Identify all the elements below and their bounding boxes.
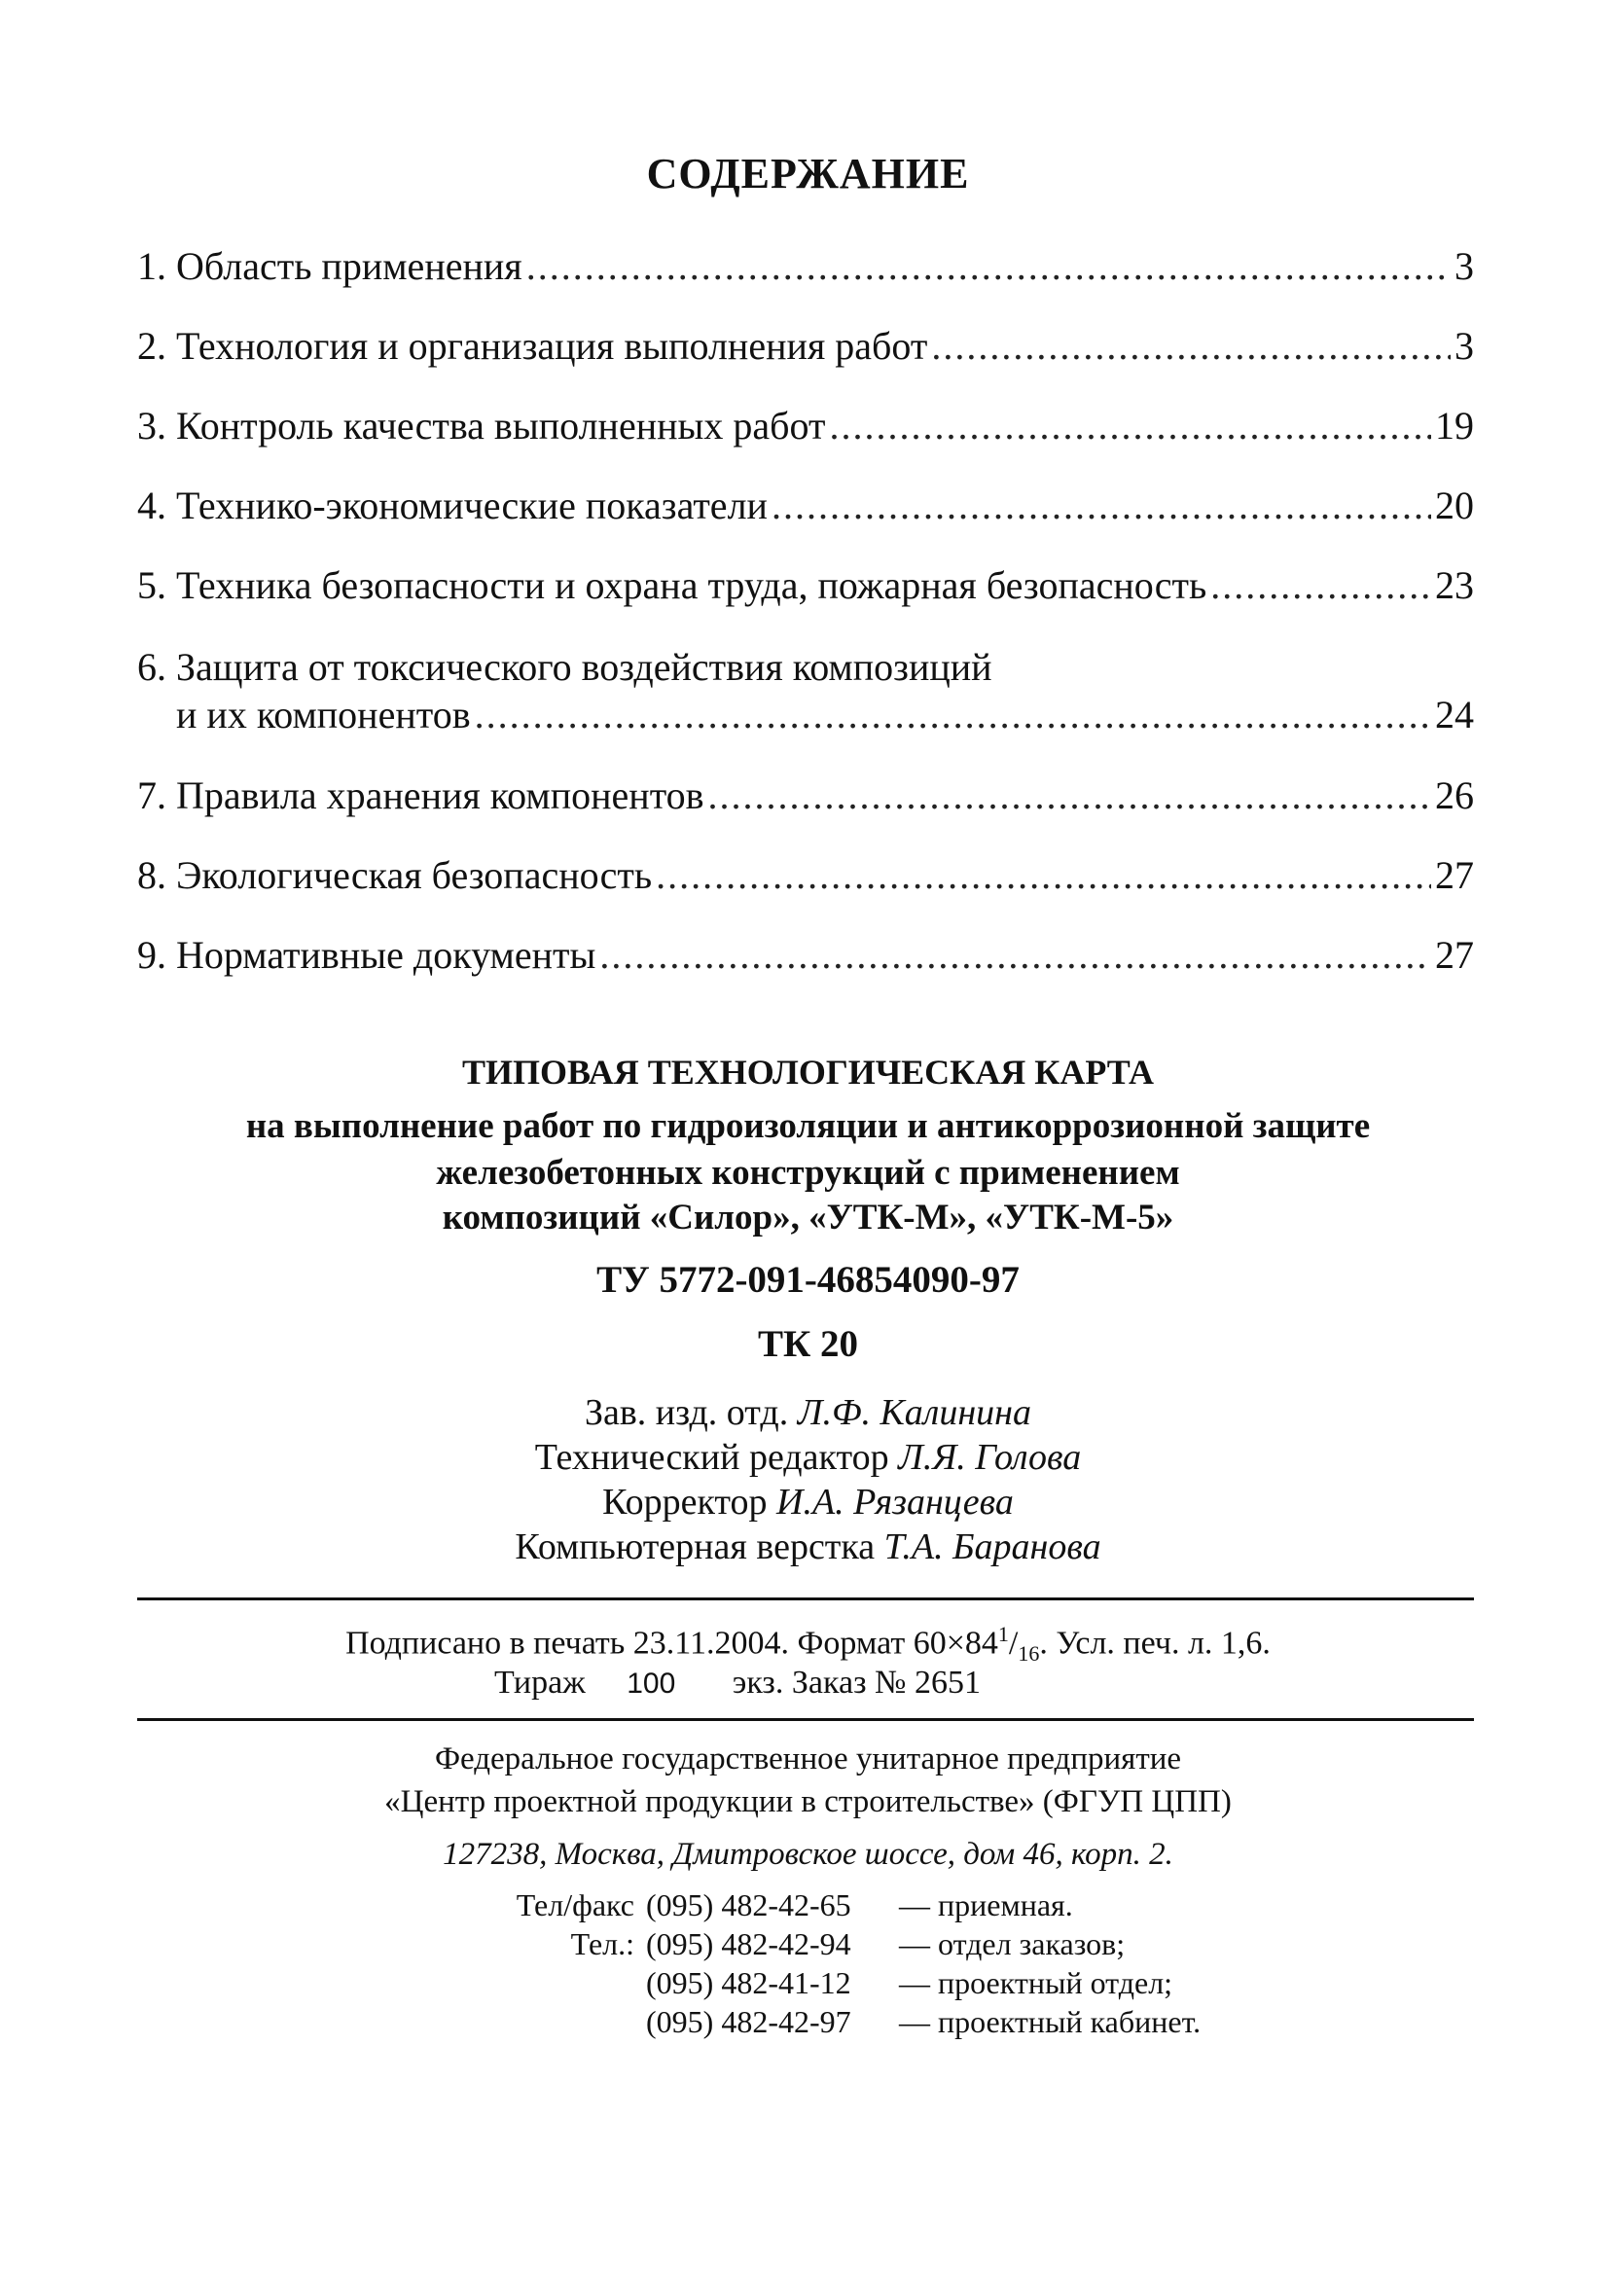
credit-line — [0, 1479, 1616, 1525]
card-subtitle-line3: композиций «Силор», «УТК-М», «УТК-М-5» — [442, 1198, 1174, 1238]
card-tk: ТК 20 — [757, 1323, 859, 1365]
toc-item — [137, 483, 1474, 529]
credit-role: Корректор — [602, 1482, 768, 1523]
toc-item-text: 3. Контроль качества выполненных работ — [137, 404, 826, 448]
toc-item-page: 27 — [1435, 853, 1474, 897]
imprint-run — [494, 1662, 981, 1705]
phone-number: (095) 482-42-97 — [646, 2004, 851, 2039]
credit-name: Л.Ф. Калинина — [797, 1392, 1032, 1433]
toc-item-page: 20 — [1435, 484, 1474, 527]
format-fraction-denominator: 16 — [1018, 1641, 1040, 1667]
credit-role: Зав. изд. отд. — [584, 1392, 789, 1433]
toc-item-page: 27 — [1435, 933, 1474, 977]
credit-name: Т.А. Баранова — [883, 1526, 1101, 1567]
toc-item-page: 26 — [1435, 773, 1474, 817]
toc-leader-dots — [1210, 562, 1431, 609]
credit-name: И.А. Рязанцева — [776, 1482, 1014, 1523]
toc-item — [176, 692, 1474, 738]
phone-description: — отдел заказов; — [899, 1926, 1126, 1961]
credit-line — [0, 1524, 1616, 1570]
toc-item — [137, 403, 1474, 449]
toc-item-text-continued: и их компонентов — [176, 693, 471, 736]
phone-label: Тел.: — [570, 1926, 634, 1961]
phone-description: — приемная. — [899, 1887, 1073, 1922]
toc-leader-dots — [931, 323, 1451, 370]
imprint-signed-tail: . Усл. печ. л. 1,6. — [1039, 1625, 1271, 1662]
toc-item-text: 6. Защита от токсического воздействия композиций — [137, 645, 992, 689]
publisher-address: 127238, Москва, Дмитровское шоссе, дом 46, корп. 2. — [443, 1837, 1173, 1872]
toc-item — [137, 323, 1474, 370]
toc-item — [137, 852, 1474, 899]
toc-item-text: 8. Экологическая безопасность — [137, 853, 653, 897]
toc-item-text: 9. Нормативные документы — [137, 933, 596, 977]
credit-line — [0, 1434, 1616, 1481]
card-subtitle-line1: на выполнение работ по гидроизоляции и антикоррозионной защите — [245, 1106, 1371, 1146]
phone-number: (095) 482-42-94 — [646, 1926, 851, 1961]
credit-name: Л.Я. Голова — [898, 1437, 1082, 1478]
toc-leader-dots — [829, 403, 1431, 449]
toc-leader-dots — [656, 852, 1431, 899]
toc-item-page: 3 — [1454, 244, 1474, 288]
toc-item — [137, 772, 1474, 819]
toc-item-text: 7. Правила хранения компонентов — [137, 773, 704, 817]
run-value: 100 — [627, 1668, 676, 1700]
phone-description: — проектный кабинет. — [899, 2004, 1202, 2039]
phone-description: — проектный отдел; — [899, 1965, 1173, 2000]
toc-leader-dots — [526, 243, 1451, 290]
toc-item-text: 5. Техника безопасности и охрана труда, пожарная безопасность — [137, 563, 1207, 607]
toc-title: СОДЕРЖАНИЕ — [646, 150, 970, 197]
divider — [137, 1718, 1474, 1721]
toc-item-page: 19 — [1435, 404, 1474, 448]
toc-item-text: 2. Технология и организация выполнения работ — [137, 324, 928, 368]
toc-leader-dots — [599, 932, 1431, 979]
toc-item-text: 4. Технико-экономические показатели — [137, 484, 768, 527]
credit-line — [0, 1389, 1616, 1436]
card-tu: ТУ 5772-091-46854090-97 — [596, 1259, 1020, 1301]
format-fraction-numerator: 1 — [997, 1622, 1009, 1646]
phone-label: Тел/факс — [516, 1887, 634, 1922]
toc-leader-dots — [772, 483, 1431, 529]
imprint-signed: Подписано в печать 23.11.2004. Формат $60\times 84^1/_{16}$. Усл. печ. л. 1,6. — [345, 1622, 1271, 1667]
phone-number: (095) 482-41-12 — [646, 1965, 851, 2000]
phone-number: (095) 482-42-65 — [646, 1887, 851, 1922]
card-title: ТИПОВАЯ ТЕХНОЛОГИЧЕСКАЯ КАРТА — [462, 1053, 1154, 1092]
toc-item-page: 24 — [1435, 693, 1474, 736]
toc-leader-dots — [475, 692, 1431, 738]
toc-item-page: 3 — [1454, 324, 1474, 368]
run-label: Тираж — [494, 1665, 586, 1701]
credit-role: Компьютерная верстка — [515, 1526, 876, 1567]
toc-item — [137, 562, 1474, 609]
toc-item-page: 23 — [1435, 563, 1474, 607]
toc-item — [137, 932, 1474, 979]
toc-item — [137, 243, 1474, 290]
order-number: экз. Заказ № 2651 — [732, 1665, 981, 1701]
toc-item-text: 1. Область применения — [137, 244, 522, 288]
credit-role: Технический редактор — [534, 1437, 889, 1478]
publisher-line2: «Центр проектной продукции в строительстве» (ФГУП ЦПП) — [384, 1784, 1232, 1819]
publisher-line1: Федеральное государственное унитарное предприятие — [434, 1741, 1182, 1776]
toc-leader-dots — [708, 772, 1431, 819]
divider — [137, 1597, 1474, 1600]
imprint-signed-text: Подписано в печать 23.11.2004. Формат 60×84 — [345, 1625, 998, 1662]
card-subtitle-line2: железобетонных конструкций с применением — [436, 1153, 1180, 1193]
